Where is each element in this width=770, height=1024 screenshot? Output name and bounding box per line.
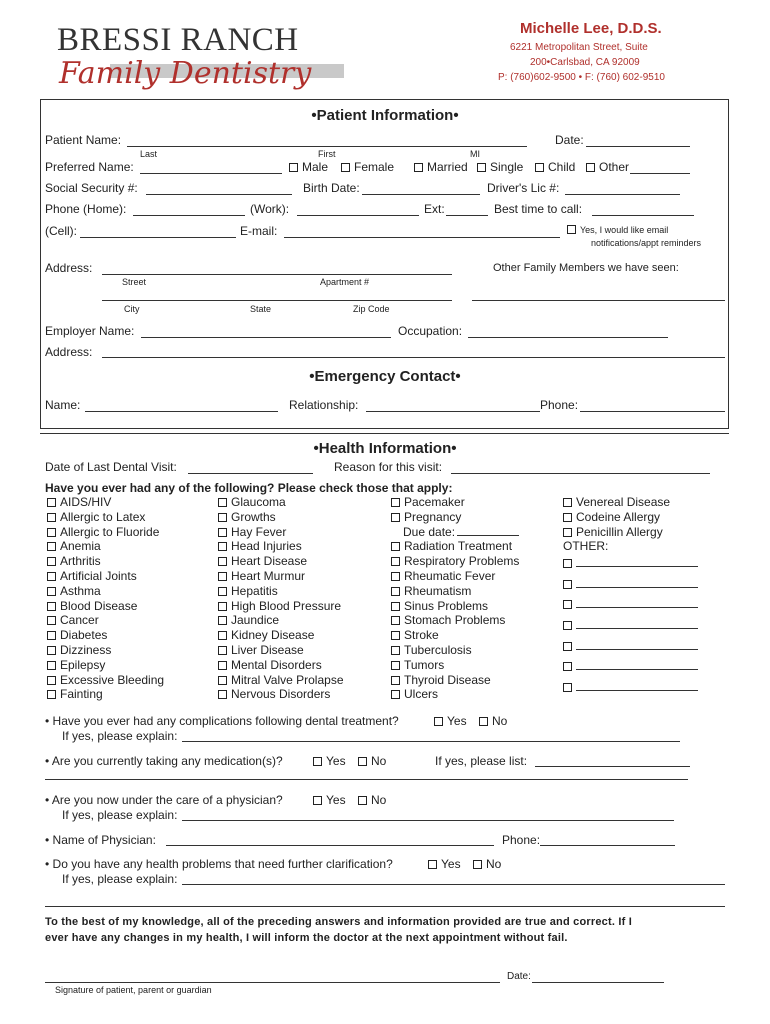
checkbox[interactable] <box>218 528 227 537</box>
employer-line[interactable] <box>141 337 391 338</box>
conditions-col-4 <box>563 495 698 698</box>
condition-label: Mental Disorders <box>231 657 322 672</box>
condition-label: Anemia <box>60 539 101 554</box>
condition-col3a-1[interactable] <box>391 510 519 525</box>
condition-label: Allergic to Fluoride <box>60 524 160 539</box>
other-condition-entry[interactable] <box>563 637 698 658</box>
other-checkbox[interactable]: Other <box>586 160 629 174</box>
q5-no[interactable]: No <box>473 857 501 871</box>
condition-label: Head Injuries <box>231 539 302 554</box>
q3-text: • Are you now under the care of a physician? <box>45 793 283 807</box>
other-condition-line[interactable] <box>576 680 698 691</box>
checkbox[interactable] <box>218 631 227 640</box>
relationship-line[interactable] <box>366 411 540 412</box>
city-sublabel: City <box>124 304 140 314</box>
phone-home-label: Phone (Home): <box>45 202 127 216</box>
q2-yes[interactable]: Yes <box>313 754 346 768</box>
condition-col3b-1[interactable] <box>391 554 519 569</box>
ext-line[interactable] <box>446 215 488 216</box>
condition-col2-7[interactable] <box>218 599 344 614</box>
statement-line-1: To the best of my knowledge, all of the preceding answers and information provided are true and correct. If I <box>45 916 632 928</box>
conditions-col-1 <box>47 495 164 702</box>
checkbox[interactable] <box>563 621 572 630</box>
due-date-label: Due date: <box>403 524 456 539</box>
logo-name-top: BRESSI RANCH <box>57 22 299 58</box>
apartment-sublabel: Apartment # <box>320 277 370 287</box>
condition-label: Dizziness <box>60 642 112 657</box>
married-checkbox[interactable]: Married <box>414 160 468 174</box>
condition-col1-10[interactable] <box>47 643 164 658</box>
condition-col2-0[interactable] <box>218 495 344 510</box>
conditions-col-2 <box>218 495 344 702</box>
checkbox[interactable] <box>47 498 56 507</box>
q2-list-line[interactable] <box>535 766 690 767</box>
best-time-line[interactable] <box>592 215 694 216</box>
signature-label: Signature of patient, parent or guardian <box>55 985 212 995</box>
work-line[interactable] <box>297 215 419 216</box>
checkbox[interactable] <box>391 631 400 640</box>
condition-label: Radiation Treatment <box>404 539 513 554</box>
condition-label: Ulcers <box>404 687 439 702</box>
condition-col4-2[interactable] <box>563 525 698 540</box>
condition-label: Asthma <box>60 583 101 598</box>
mi-sublabel: MI <box>470 149 480 159</box>
employer-address-line[interactable] <box>102 357 725 358</box>
drivers-lic-label: Driver's Lic #: <box>487 181 560 195</box>
condition-label: Jaundice <box>231 613 280 628</box>
cell-line[interactable] <box>80 237 236 238</box>
email-optin-checkbox[interactable]: Yes, I would like email <box>567 225 668 235</box>
email-line[interactable] <box>284 237 560 238</box>
condition-label: Tuberculosis <box>404 642 472 657</box>
checkbox[interactable] <box>391 557 400 566</box>
checkbox[interactable] <box>47 528 56 537</box>
condition-label: Stroke <box>404 628 439 643</box>
other-condition-entry[interactable] <box>563 657 698 678</box>
physician-name-line[interactable] <box>166 845 494 846</box>
checkbox[interactable] <box>47 587 56 596</box>
checkbox[interactable] <box>218 602 227 611</box>
checkbox[interactable] <box>563 683 572 692</box>
q1-no[interactable]: No <box>479 714 507 728</box>
checkbox[interactable] <box>563 642 572 651</box>
other-condition-line[interactable] <box>576 577 698 588</box>
practice-address-2: 200•Carlsbad, CA 92009 <box>530 57 640 68</box>
patient-name-line[interactable] <box>127 146 527 147</box>
checkbox[interactable] <box>47 557 56 566</box>
condition-col1-11[interactable] <box>47 658 164 673</box>
checkbox[interactable] <box>47 690 56 699</box>
relationship-label: Relationship: <box>289 398 359 412</box>
q3-explain-label: If yes, please explain: <box>62 808 178 822</box>
condition-label: Blood Disease <box>60 598 138 613</box>
checkbox[interactable] <box>563 498 572 507</box>
condition-col2-11[interactable] <box>218 658 344 673</box>
checkbox[interactable] <box>563 580 572 589</box>
ext-label: Ext: <box>424 202 445 216</box>
other-condition-line[interactable] <box>576 597 698 608</box>
occupation-label: Occupation: <box>398 324 463 338</box>
condition-col2-5[interactable] <box>218 569 344 584</box>
checkbox[interactable] <box>218 690 227 699</box>
condition-label: Glaucoma <box>231 495 286 509</box>
patient-name-label: Patient Name: <box>45 133 122 147</box>
check-prompt: Have you ever had any of the following? Please check those that apply: <box>45 481 453 495</box>
male-checkbox[interactable]: Male <box>289 160 328 174</box>
checkbox[interactable] <box>391 572 400 581</box>
condition-col3b-3[interactable] <box>391 584 519 599</box>
date-label: Date: <box>555 133 584 147</box>
condition-col1-6[interactable] <box>47 584 164 599</box>
condition-label: Epilepsy <box>60 657 106 672</box>
cell-label: (Cell): <box>45 224 77 238</box>
q3-explain-line[interactable] <box>182 820 674 821</box>
checkbox[interactable] <box>391 661 400 670</box>
checkbox[interactable] <box>391 498 400 507</box>
emergency-name-label: Name: <box>45 398 81 412</box>
condition-col1-0[interactable] <box>47 495 164 510</box>
q2-list-line-2[interactable] <box>45 779 688 780</box>
condition-label: Rheumatic Fever <box>404 568 496 583</box>
checkbox[interactable] <box>391 646 400 655</box>
reason-line[interactable] <box>451 473 710 474</box>
checkbox[interactable] <box>391 587 400 596</box>
date-line[interactable] <box>586 146 690 147</box>
checkbox[interactable] <box>218 646 227 655</box>
single-checkbox[interactable]: Single <box>477 160 523 174</box>
female-checkbox[interactable]: Female <box>341 160 394 174</box>
q4-phone-label: Phone: <box>502 833 541 847</box>
state-sublabel: State <box>250 304 272 314</box>
condition-col1-9[interactable] <box>47 628 164 643</box>
condition-col1-8[interactable] <box>47 613 164 628</box>
signature-date-line[interactable] <box>532 982 664 983</box>
checkbox[interactable] <box>391 542 400 551</box>
checkbox[interactable] <box>563 559 572 568</box>
condition-label: Stomach Problems <box>404 613 506 628</box>
condition-col1-13[interactable] <box>47 687 164 702</box>
condition-label: Pregnancy <box>404 509 462 524</box>
condition-label: Thyroid Disease <box>404 672 491 687</box>
q4-text: • Name of Physician: <box>45 833 156 847</box>
other-condition-line[interactable] <box>576 659 698 670</box>
condition-label: High Blood Pressure <box>231 598 342 613</box>
ssn-label: Social Security #: <box>45 181 138 195</box>
emergency-name-line[interactable] <box>85 411 278 412</box>
condition-col1-12[interactable] <box>47 673 164 688</box>
q2-no[interactable]: No <box>358 754 386 768</box>
street-sublabel: Street <box>122 277 147 287</box>
condition-col3b-6[interactable] <box>391 628 519 643</box>
checkbox[interactable] <box>47 646 56 655</box>
child-checkbox[interactable]: Child <box>535 160 575 174</box>
ssn-line[interactable] <box>146 194 292 195</box>
condition-col3a-0[interactable] <box>391 495 519 510</box>
phone-home-line[interactable] <box>133 215 245 216</box>
checkbox[interactable] <box>218 542 227 551</box>
condition-label: Artificial Joints <box>60 568 137 583</box>
other-condition-entry[interactable] <box>563 678 698 699</box>
condition-label: Heart Disease <box>231 554 308 569</box>
condition-label: Allergic to Latex <box>60 509 146 524</box>
checkbox[interactable] <box>47 661 56 670</box>
condition-col3b-4[interactable] <box>391 599 519 614</box>
q5-explain-label: If yes, please explain: <box>62 872 178 886</box>
condition-label: Excessive Bleeding <box>60 672 165 687</box>
logo-name-script: Family Dentistry <box>59 56 312 91</box>
condition-col2-4[interactable] <box>218 554 344 569</box>
condition-col3b-9[interactable] <box>391 673 519 688</box>
checkbox[interactable] <box>391 690 400 699</box>
drivers-lic-line[interactable] <box>565 194 680 195</box>
condition-label: Cancer <box>60 613 99 628</box>
checkbox[interactable] <box>47 572 56 581</box>
checkbox[interactable] <box>218 587 227 596</box>
condition-label: Respiratory Problems <box>404 554 520 569</box>
health-info-title: •Health Information• <box>313 440 457 457</box>
birth-date-line[interactable] <box>362 194 480 195</box>
checkbox[interactable] <box>47 631 56 640</box>
condition-col2-1[interactable] <box>218 510 344 525</box>
checkbox[interactable] <box>47 513 56 522</box>
first-sublabel: First <box>318 149 336 159</box>
condition-col1-7[interactable] <box>47 599 164 614</box>
condition-label: Venereal Disease <box>576 495 671 509</box>
q1-explain-label: If yes, please explain: <box>62 729 178 743</box>
condition-label: Growths <box>231 509 276 524</box>
condition-col2-12[interactable] <box>218 673 344 688</box>
condition-label: Heart Murmur <box>231 568 306 583</box>
condition-col3b-5[interactable] <box>391 613 519 628</box>
condition-col3b-0[interactable] <box>391 539 519 554</box>
checkbox[interactable] <box>391 616 400 625</box>
checkbox[interactable] <box>218 557 227 566</box>
q3-yes[interactable]: Yes <box>313 793 346 807</box>
checkbox[interactable] <box>218 661 227 670</box>
address-label: Address: <box>45 261 93 275</box>
conditions-col-3 <box>391 495 519 702</box>
condition-col2-3[interactable] <box>218 539 344 554</box>
q5-yes[interactable]: Yes <box>428 857 461 871</box>
condition-col1-3[interactable] <box>47 539 164 554</box>
q1-explain-line[interactable] <box>182 741 680 742</box>
last-sublabel: Last <box>140 149 158 159</box>
condition-label: AIDS/HIV <box>60 495 112 509</box>
email-optin-text-2: notifications/appt reminders <box>591 238 702 248</box>
condition-label: Hay Fever <box>231 524 287 539</box>
due-date-line[interactable] <box>457 525 519 536</box>
other-condition-line[interactable] <box>576 556 698 567</box>
condition-col2-8[interactable] <box>218 613 344 628</box>
condition-label: Diabetes <box>60 628 108 643</box>
practice-logo <box>55 22 312 102</box>
birth-date-label: Birth Date: <box>303 181 360 195</box>
other-condition-entry[interactable] <box>563 554 698 575</box>
other-condition-line[interactable] <box>576 639 698 650</box>
q5-text: • Do you have any health problems that need further clarification? <box>45 857 393 871</box>
practice-address-1: 6221 Metropolitan Street, Suite <box>510 42 648 53</box>
q2-text: • Are you currently taking any medication(s)? <box>45 754 283 768</box>
other-family-label: Other Family Members we have seen: <box>493 262 679 274</box>
condition-label: Pacemaker <box>404 495 465 509</box>
checkbox[interactable] <box>218 498 227 507</box>
statement-line-2: ever have any changes in my health, I will inform the doctor at the next appointment without fail. <box>45 932 568 944</box>
other-line[interactable] <box>630 173 690 174</box>
q2-list-label: If yes, please list: <box>435 754 528 768</box>
condition-label: Rheumatism <box>404 583 472 598</box>
condition-col1-4[interactable] <box>47 554 164 569</box>
email-label: E-mail: <box>240 224 278 238</box>
health-top-rule <box>40 433 729 434</box>
signature-line[interactable] <box>45 982 500 983</box>
checkbox[interactable] <box>563 662 572 671</box>
physician-phone-line[interactable] <box>540 845 675 846</box>
other-condition-line[interactable] <box>576 618 698 629</box>
condition-label: Penicillin Allergy <box>576 524 663 539</box>
condition-col3b-10[interactable] <box>391 687 519 702</box>
reason-label: Reason for this visit: <box>334 460 443 474</box>
checkbox[interactable] <box>47 676 56 685</box>
condition-col1-5[interactable] <box>47 569 164 584</box>
other-condition-entry[interactable] <box>563 616 698 637</box>
work-label: (Work): <box>250 202 290 216</box>
checkbox[interactable] <box>391 513 400 522</box>
address-city-line[interactable] <box>102 300 452 301</box>
checkbox[interactable] <box>218 513 227 522</box>
checkbox[interactable] <box>391 676 400 685</box>
checkbox[interactable] <box>563 513 572 522</box>
other-conditions-label: OTHER: <box>563 539 609 554</box>
last-visit-label: Date of Last Dental Visit: <box>45 460 177 474</box>
checkbox[interactable] <box>47 602 56 611</box>
condition-label: Tumors <box>404 657 445 672</box>
q5-explain-line[interactable] <box>182 884 725 885</box>
checkbox[interactable] <box>563 528 572 537</box>
occupation-line[interactable] <box>468 337 668 338</box>
checkbox[interactable] <box>47 616 56 625</box>
condition-col1-1[interactable] <box>47 510 164 525</box>
condition-label: Nervous Disorders <box>231 687 331 702</box>
checkbox[interactable] <box>218 616 227 625</box>
condition-label: Sinus Problems <box>404 598 489 613</box>
condition-label: Mitral Valve Prolapse <box>231 672 344 687</box>
condition-col3b-8[interactable] <box>391 658 519 673</box>
condition-col2-9[interactable] <box>218 628 344 643</box>
pregnancy-due-date[interactable] <box>391 525 519 540</box>
q5-explain-line-2[interactable] <box>45 906 725 907</box>
condition-label: Fainting <box>60 687 103 702</box>
condition-col2-13[interactable] <box>218 687 344 702</box>
best-time-label: Best time to call: <box>494 202 583 216</box>
condition-label: Codeine Allergy <box>576 509 661 524</box>
address-street-line[interactable] <box>102 274 452 275</box>
checkbox[interactable] <box>218 676 227 685</box>
other-condition-entry[interactable] <box>563 575 698 596</box>
other-family-line[interactable] <box>472 300 725 301</box>
condition-col4-1[interactable] <box>563 510 698 525</box>
emergency-phone-label: Phone: <box>540 398 579 412</box>
zip-sublabel: Zip Code <box>353 304 390 314</box>
checkbox[interactable] <box>563 600 572 609</box>
condition-label: Arthritis <box>60 554 101 569</box>
condition-label: Liver Disease <box>231 642 304 657</box>
condition-label: Hepatitis <box>231 583 278 598</box>
emergency-title: •Emergency Contact• <box>309 368 461 385</box>
employer-label: Employer Name: <box>45 324 135 338</box>
patient-info-title: •Patient Information• <box>311 107 459 124</box>
condition-col2-6[interactable] <box>218 584 344 599</box>
doctor-name: Michelle Lee, D.D.S. <box>520 20 662 37</box>
employer-address-label: Address: <box>45 345 93 359</box>
last-visit-line[interactable] <box>188 473 313 474</box>
condition-col2-10[interactable] <box>218 643 344 658</box>
q1-text: • Have you ever had any complications following dental treatment? <box>45 714 399 728</box>
checkbox[interactable] <box>218 572 227 581</box>
checkbox[interactable] <box>391 602 400 611</box>
other-condition-entry[interactable] <box>563 595 698 616</box>
practice-phones: P: (760)602-9500 • F: (760) 602-9510 <box>498 72 665 83</box>
condition-col3b-2[interactable] <box>391 569 519 584</box>
condition-label: Kidney Disease <box>231 628 315 643</box>
q1-yes[interactable]: Yes <box>434 714 467 728</box>
condition-col1-2[interactable] <box>47 525 164 540</box>
condition-col2-2[interactable] <box>218 525 344 540</box>
preferred-name-label: Preferred Name: <box>45 160 134 174</box>
checkbox[interactable] <box>47 542 56 551</box>
preferred-name-line[interactable] <box>140 173 282 174</box>
emergency-phone-line[interactable] <box>580 411 725 412</box>
q3-no[interactable]: No <box>358 793 386 807</box>
signature-date-label: Date: <box>507 971 531 982</box>
condition-col4-0[interactable] <box>563 495 698 510</box>
condition-col3b-7[interactable] <box>391 643 519 658</box>
